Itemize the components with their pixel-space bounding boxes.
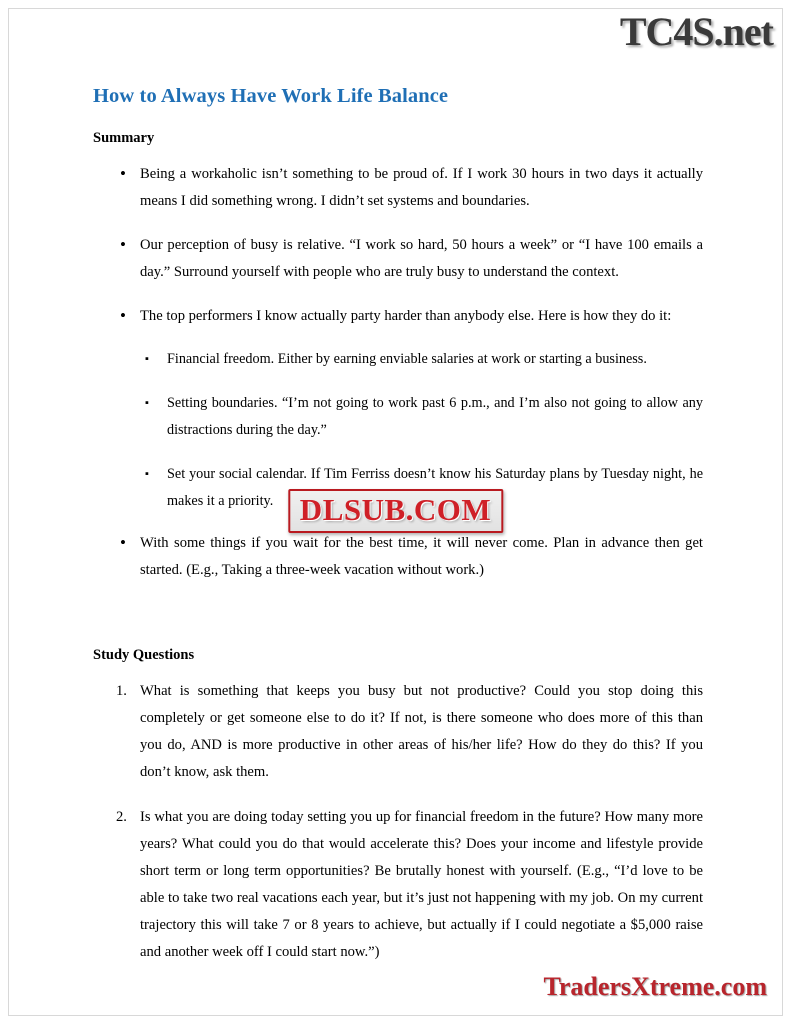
document-body xyxy=(93,85,703,984)
summary-heading: Summary xyxy=(93,130,155,146)
page-title: How to Always Have Work Life Balance xyxy=(93,85,449,107)
study-questions-list xyxy=(93,678,703,966)
list-item xyxy=(93,303,703,515)
sub-list-item: ▪ Financial freedom. Either by earning enviable salaries at work or starting a business. xyxy=(140,346,703,373)
section-spacer xyxy=(93,601,703,647)
dlsub-watermark: DLSUB.COM xyxy=(288,489,503,533)
sub-list-item: ▪ Set your social calendar. If Tim Ferriss doesn’t know his Saturday plans by Tuesday night, he makes it a priority. xyxy=(140,461,703,515)
tc4s-watermark: TC4S.net xyxy=(619,9,773,54)
tradersxtreme-watermark: TradersXtreme.com xyxy=(543,972,767,1001)
study-questions-heading: Study Questions xyxy=(93,647,195,663)
list-item-text: The top performers I know actually party harder than anybody else. Here is how they do it: xyxy=(140,308,672,324)
sub-list-item: ▪ Setting boundaries. “I’m not going to work past 6 p.m., and I’m also not going to allow any distractions during the day.” xyxy=(140,390,703,444)
list-item: Is what you are doing today setting you up for financial freedom in the future? How many more years? What could you do that would accelerate this? Does your income and lifestyle provide short term or long term opportunities? Be brutally honest with yourself. (E.g., “I’d love to be able to take two real vacations each year, but it’s just not happening with my job. On my current trajectory this will take 7 or 8 years to achieve, but actually if I could negotiate a $5,000 raise and another week off I could start now.”) xyxy=(140,809,703,960)
list-item: • Our perception of busy is relative. “I work so hard, 50 hours a week” or “I have 100 emails a day.” Surround yourself with people who are truly busy to understand the context. xyxy=(93,232,703,286)
list-item: • Being a workaholic isn’t something to be proud of. If I work 30 hours in two days it actually means I did something wrong. I didn’t set systems and boundaries. xyxy=(93,161,703,215)
list-item: • With some things if you wait for the best time, it will never come. Plan in advance then get started. (E.g., Taking a three-week vacation without work.) xyxy=(93,530,703,584)
list-item: What is something that keeps you busy but not productive? Could you stop doing this completely or get someone else to do it? If not, is there someone who does more of this than you do, AND is more productive in other areas of his/her life? How do they do this? If you don’t know, ask them. xyxy=(140,683,703,780)
